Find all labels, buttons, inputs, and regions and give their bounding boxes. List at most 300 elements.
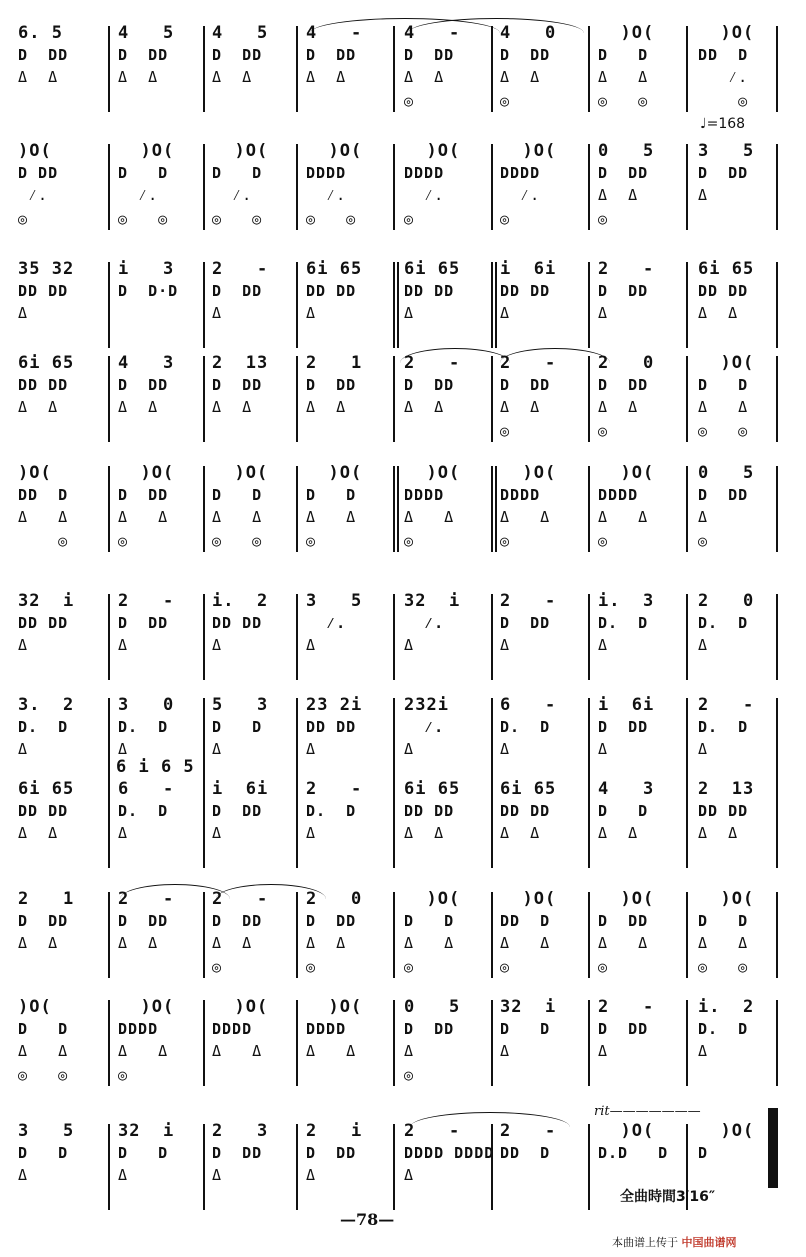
row-hits	[0, 800, 806, 822]
measure-hits: DDDD	[306, 164, 347, 182]
measure-hits: D D	[306, 486, 357, 504]
measure-accents: Δ Δ	[212, 68, 253, 86]
measure-accents: Δ	[212, 304, 223, 322]
measure-notes: )O(	[598, 1121, 655, 1141]
measure-accents: Δ Δ	[404, 68, 445, 86]
row-rolls	[0, 658, 806, 680]
measure-notes: )O(	[698, 353, 755, 373]
measure-rolls: ◎	[698, 532, 709, 550]
measure-accents: ⁄.	[18, 186, 49, 204]
score-system	[0, 757, 806, 888]
measure-accents: Δ	[306, 636, 317, 654]
measure-accents: Δ	[404, 636, 415, 654]
measure-hits: D.D D	[598, 1144, 669, 1162]
measure-notes: i 3	[118, 259, 175, 279]
score-system	[0, 590, 806, 700]
measure-accents: Δ Δ	[306, 508, 357, 526]
measure-hits: D DD	[500, 46, 551, 64]
measure-hits: D DD	[118, 486, 169, 504]
measure-accents: Δ Δ	[212, 398, 253, 416]
measure-notes: )O(	[212, 997, 269, 1017]
measure-notes: 2 -	[118, 889, 175, 909]
footer-text: 本曲谱上传于	[612, 1236, 678, 1249]
row-accents	[0, 396, 806, 418]
row-rolls	[0, 530, 806, 552]
measure-rolls: ◎ ◎	[212, 532, 263, 550]
measure-accents: Δ Δ	[598, 68, 649, 86]
measure-hits: DDDD	[212, 1020, 253, 1038]
measure-notes: 2 3	[212, 1121, 269, 1141]
measure-hits: D D	[698, 912, 749, 930]
measure-notes: i. 2	[698, 997, 755, 1017]
measure-accents: Δ Δ	[212, 934, 253, 952]
measure-hits: D DD	[306, 912, 357, 930]
measure-notes: 6 -	[118, 779, 175, 799]
measure-hits: DD DD	[306, 718, 357, 736]
measure-hits: D DD	[306, 46, 357, 64]
measure-notes: 4 0	[500, 23, 557, 43]
measure-notes: )O(	[212, 141, 269, 161]
measure-rolls: ◎	[404, 210, 415, 228]
measure-accents: Δ	[306, 304, 317, 322]
measure-accents: Δ	[500, 636, 511, 654]
measure-rolls: ◎	[500, 422, 511, 440]
measure-hits: D D	[18, 1144, 69, 1162]
measure-notes: 6. 5	[18, 23, 63, 43]
measure-notes: 2 0	[306, 889, 363, 909]
measure-hits: DDDD	[118, 1020, 159, 1038]
row-notes	[0, 258, 806, 280]
measure-accents: Δ	[404, 304, 415, 322]
measure-hits: D DD	[212, 282, 263, 300]
measure-rolls: ◎	[598, 210, 609, 228]
measure-accents: Δ	[598, 1042, 609, 1060]
measure-hits: DD DD	[306, 282, 357, 300]
measure-notes: )O(	[306, 997, 363, 1017]
measure-notes: 6i 65	[500, 779, 557, 799]
measure-hits: D D	[598, 46, 649, 64]
ritardando-marking: rit———————	[594, 1104, 701, 1119]
measure-accents: Δ	[18, 1166, 29, 1184]
row-hits	[0, 484, 806, 506]
measure-hits: D D	[118, 164, 169, 182]
measure-hits: DD D	[18, 486, 69, 504]
measure-accents: Δ	[698, 636, 709, 654]
measure-accents: Δ	[306, 740, 317, 758]
measure-accents: Δ Δ	[698, 304, 739, 322]
measure-hits: D DD	[18, 46, 69, 64]
measure-accents: Δ Δ	[698, 398, 749, 416]
measure-hits: DD DD	[698, 282, 749, 300]
measure-accents: Δ Δ	[118, 934, 159, 952]
measure-notes: )O(	[500, 889, 557, 909]
measure-accents: Δ Δ	[18, 508, 69, 526]
measure-hits: D. D	[118, 718, 169, 736]
measure-hits: D. D	[306, 802, 357, 820]
measure-hits: D D	[212, 718, 263, 736]
measure-accents: Δ Δ	[598, 508, 649, 526]
row-hits	[0, 374, 806, 396]
row-notes	[0, 778, 806, 800]
measure-notes: 2 1	[18, 889, 75, 909]
measure-rolls: ◎	[404, 532, 415, 550]
measure-hits: DD D	[500, 912, 551, 930]
row-accents	[0, 302, 806, 324]
measure-accents: Δ	[698, 1042, 709, 1060]
measure-notes: 2 -	[698, 695, 755, 715]
measure-hits: D D	[500, 1020, 551, 1038]
measure-accents: Δ	[306, 824, 317, 842]
row-hits	[0, 910, 806, 932]
measure-hits: DD DD	[404, 282, 455, 300]
measure-accents: Δ	[118, 636, 129, 654]
measure-notes: 23 2i	[306, 695, 363, 715]
row-notes	[0, 462, 806, 484]
measure-accents: ⁄.	[212, 186, 253, 204]
measure-notes: 2 -	[500, 353, 557, 373]
measure-hits: D DD	[118, 376, 169, 394]
measure-hits: D DD	[212, 46, 263, 64]
measure-hits: D DD	[598, 912, 649, 930]
measure-hits: DDDD	[306, 1020, 347, 1038]
measure-rolls: ◎ ◎	[212, 210, 263, 228]
footer-site-logo: 中国曲谱网	[681, 1236, 737, 1249]
measure-accents: Δ	[18, 636, 29, 654]
measure-notes: )O(	[18, 463, 52, 483]
tempo-marking: ♩=168	[700, 116, 746, 132]
measure-accents: Δ Δ	[404, 824, 445, 842]
measure-notes: 4 -	[306, 23, 363, 43]
row-rolls	[0, 1064, 806, 1086]
final-barline	[768, 1108, 778, 1188]
measure-rolls: ◎ ◎	[598, 92, 649, 110]
measure-accents: Δ	[598, 740, 609, 758]
measure-notes: 2 -	[404, 353, 461, 373]
measure-hits: D DD	[118, 46, 169, 64]
measure-hits: D	[698, 1144, 709, 1162]
measure-notes: )O(	[404, 889, 461, 909]
row-notes	[0, 140, 806, 162]
measure-accents: Δ Δ	[18, 398, 59, 416]
measure-hits: D DD	[598, 718, 649, 736]
measure-notes: 5 3	[212, 695, 269, 715]
measure-accents: ⁄.	[404, 186, 445, 204]
measure-notes: 6i 65	[18, 353, 75, 373]
measure-hits: DDDD	[500, 486, 541, 504]
measure-hits: DDDD	[404, 486, 445, 504]
measure-rolls: ◎	[118, 1066, 129, 1084]
measure-rolls: ◎	[598, 422, 609, 440]
measure-hits: D DD	[118, 614, 169, 632]
row-notes	[0, 1120, 806, 1142]
measure-accents: Δ Δ	[306, 68, 347, 86]
measure-notes: 2 -	[306, 779, 363, 799]
measure-accents: Δ Δ	[500, 508, 551, 526]
measure-hits: D DD	[500, 376, 551, 394]
measure-notes: 2 13	[212, 353, 269, 373]
measure-accents: Δ Δ	[404, 934, 455, 952]
measure-hits: DD DD	[212, 614, 263, 632]
measure-rolls: ◎ ◎	[18, 1066, 69, 1084]
measure-accents: Δ	[404, 1166, 415, 1184]
row-notes	[0, 590, 806, 612]
measure-hits: D D	[118, 1144, 169, 1162]
measure-notes: 32 i	[500, 997, 557, 1017]
row-rolls	[0, 956, 806, 978]
row-hits	[0, 44, 806, 66]
measure-notes: 6i 65	[404, 779, 461, 799]
measure-hits: D DD	[404, 46, 455, 64]
measure-hits: DD DD	[18, 614, 69, 632]
measure-notes: 0 5	[598, 141, 655, 161]
measure-notes: )O(	[306, 463, 363, 483]
measure-notes: )O(	[500, 141, 557, 161]
measure-notes: 2 -	[212, 889, 269, 909]
measure-accents: Δ	[18, 740, 29, 758]
measure-notes: 2 0	[698, 591, 755, 611]
measure-accents: Δ	[18, 304, 29, 322]
measure-notes: 6i 65	[18, 779, 75, 799]
measure-hits: DD DD	[18, 802, 69, 820]
measure-accents: Δ Δ	[18, 68, 59, 86]
row-hits	[0, 1142, 806, 1164]
measure-notes: 2 i	[306, 1121, 363, 1141]
measure-hits: D DD	[306, 376, 357, 394]
measure-accents: Δ Δ	[598, 934, 649, 952]
measure-accents: Δ	[500, 740, 511, 758]
measure-accents: Δ	[500, 304, 511, 322]
measure-hits: D D	[212, 164, 263, 182]
measure-hits: DD DD	[18, 376, 69, 394]
measure-notes: 6 -	[500, 695, 557, 715]
measure-notes: 2 1	[306, 353, 363, 373]
measure-hits: DD DD	[18, 282, 69, 300]
measure-notes: 4 5	[212, 23, 269, 43]
measure-rolls: ◎	[18, 532, 69, 550]
measure-accents: Δ Δ	[598, 398, 639, 416]
measure-hits: D. D	[698, 718, 749, 736]
measure-rolls: ◎	[306, 532, 317, 550]
measure-rolls: ◎ ◎	[698, 422, 749, 440]
measure-hits: D DD	[698, 486, 749, 504]
measure-hits: DDDD DDDD	[404, 1144, 495, 1162]
measure-accents: Δ Δ	[500, 824, 541, 842]
measure-hits: D. D	[500, 718, 551, 736]
measure-notes: )O(	[18, 997, 52, 1017]
score-system	[0, 888, 806, 998]
measure-notes: )O(	[500, 463, 557, 483]
measure-rolls: ◎	[404, 958, 415, 976]
measure-hits: ⁄.	[404, 718, 445, 736]
measure-accents: Δ	[212, 636, 223, 654]
measure-notes: 3 0	[118, 695, 175, 715]
row-rolls	[0, 846, 806, 868]
measure-accents: Δ Δ	[500, 934, 551, 952]
row-hits	[0, 716, 806, 738]
measure-hits: D DD	[306, 1144, 357, 1162]
measure-notes: )O(	[404, 141, 461, 161]
measure-hits: D D	[698, 376, 749, 394]
measure-hits: D DD	[404, 376, 455, 394]
measure-notes: 4 -	[404, 23, 461, 43]
measure-notes: 0 5	[698, 463, 755, 483]
measure-notes: 2 0	[598, 353, 655, 373]
slur	[410, 1112, 570, 1127]
measure-hits: D. D	[18, 718, 69, 736]
measure-rolls: ◎	[500, 532, 511, 550]
measure-notes: )O(	[118, 141, 175, 161]
score-system	[0, 22, 806, 132]
measure-accents: Δ	[118, 740, 129, 758]
measure-notes: 3 5	[18, 1121, 75, 1141]
measure-notes: 2 -	[500, 591, 557, 611]
row-notes	[0, 694, 806, 716]
row-accents	[0, 66, 806, 88]
measure-hits: DD DD	[404, 802, 455, 820]
measure-hits: D. D	[698, 614, 749, 632]
measure-notes: 3. 2	[18, 695, 75, 715]
measure-hits: D D	[404, 912, 455, 930]
row-accents	[0, 634, 806, 656]
measure-hits: D DD	[212, 912, 263, 930]
measure-hits: D DD	[598, 282, 649, 300]
measure-notes: )O(	[698, 23, 755, 43]
measure-notes: 35 32	[18, 259, 75, 279]
measure-accents: Δ Δ	[698, 824, 739, 842]
measure-accents: Δ Δ	[118, 508, 169, 526]
measure-notes: )O(	[118, 463, 175, 483]
measure-accents: Δ	[118, 824, 129, 842]
measure-accents: Δ Δ	[698, 934, 749, 952]
total-duration: 全曲時間3′16″	[620, 1189, 716, 1205]
measure-notes: 2 13	[698, 779, 755, 799]
measure-hits: D D·D	[118, 282, 179, 300]
measure-notes: 2 -	[212, 259, 269, 279]
measure-hits: D DD	[212, 802, 263, 820]
measure-hits: DD DD	[698, 802, 749, 820]
measure-hits: D DD	[598, 164, 649, 182]
row-rolls	[0, 420, 806, 442]
measure-accents: Δ	[698, 740, 709, 758]
measure-notes: )O(	[212, 463, 269, 483]
measure-accents: Δ Δ	[306, 934, 347, 952]
score-system	[0, 352, 806, 462]
measure-rolls: ◎ ◎	[118, 210, 169, 228]
measure-hits: D DD	[118, 912, 169, 930]
measure-accents: Δ	[212, 1166, 223, 1184]
measure-accents: Δ Δ	[404, 508, 455, 526]
row-hits	[0, 612, 806, 634]
measure-notes: 2 -	[404, 1121, 461, 1141]
measure-hits: D DD	[212, 1144, 263, 1162]
measure-hits: D DD	[404, 1020, 455, 1038]
measure-hits: DDDD	[404, 164, 445, 182]
measure-notes: 6i 65	[698, 259, 755, 279]
measure-rolls: ◎	[118, 532, 129, 550]
measure-accents: Δ Δ	[212, 508, 263, 526]
measure-notes: i 6i	[598, 695, 655, 715]
measure-notes: 2 -	[598, 997, 655, 1017]
measure-notes: )O(	[598, 23, 655, 43]
score-system	[0, 462, 806, 572]
measure-notes: i. 2	[212, 591, 269, 611]
measure-rolls: ◎	[404, 1066, 415, 1084]
measure-notes: i 6i	[212, 779, 269, 799]
measure-rolls: ◎	[18, 210, 29, 228]
row-rolls	[0, 326, 806, 348]
measure-rolls: ◎	[306, 958, 317, 976]
measure-rolls: ◎	[598, 958, 609, 976]
measure-hits: DDDD	[598, 486, 639, 504]
measure-hits: D DD	[598, 1020, 649, 1038]
measure-hits: D DD	[698, 164, 749, 182]
row-hits	[0, 280, 806, 302]
measure-accents: Δ	[212, 824, 223, 842]
score-system	[0, 996, 806, 1106]
measure-accents: Δ Δ	[212, 1042, 263, 1060]
measure-hits: D DD	[212, 376, 263, 394]
measure-rolls: ◎	[212, 958, 223, 976]
cue-notes: 6 i 6 5	[116, 757, 195, 777]
measure-notes: 4 3	[118, 353, 175, 373]
measure-notes: 2 -	[118, 591, 175, 611]
measure-hits: D D	[212, 486, 263, 504]
measure-rolls: ◎	[500, 958, 511, 976]
measure-notes: )O(	[306, 141, 363, 161]
measure-rolls: ◎	[500, 92, 511, 110]
measure-accents: Δ	[212, 740, 223, 758]
measure-notes: 2 -	[500, 1121, 557, 1141]
measure-accents: Δ	[500, 1042, 511, 1060]
measure-hits: D D	[598, 802, 649, 820]
measure-notes: 32 i	[18, 591, 75, 611]
measure-hits: DD D	[500, 1144, 551, 1162]
measure-notes: 4 3	[598, 779, 655, 799]
measure-accents: Δ Δ	[598, 186, 639, 204]
measure-hits: ⁄.	[404, 614, 445, 632]
measure-accents: ⁄.	[698, 68, 749, 86]
measure-accents: Δ	[698, 186, 709, 204]
measure-rolls: ◎ ◎	[306, 210, 357, 228]
measure-notes: )O(	[118, 997, 175, 1017]
measure-rolls: ◎	[698, 92, 749, 110]
measure-notes: )O(	[18, 141, 52, 161]
measure-accents: Δ Δ	[118, 68, 159, 86]
measure-hits: DD D	[698, 46, 749, 64]
measure-hits: D. D	[698, 1020, 749, 1038]
measure-accents: Δ	[306, 1166, 317, 1184]
measure-rolls: ◎	[598, 532, 609, 550]
measure-notes: 232i	[404, 695, 449, 715]
measure-notes: )O(	[404, 463, 461, 483]
measure-notes: 0 5	[404, 997, 461, 1017]
measure-hits: D D	[18, 1020, 69, 1038]
row-hits	[0, 162, 806, 184]
measure-rolls: ◎	[404, 92, 415, 110]
measure-notes: )O(	[698, 889, 755, 909]
measure-hits: DD DD	[500, 282, 551, 300]
measure-hits: D DD	[500, 614, 551, 632]
measure-accents: Δ	[598, 304, 609, 322]
row-notes	[0, 996, 806, 1018]
measure-accents: Δ Δ	[118, 398, 159, 416]
row-rolls	[0, 208, 806, 230]
footer-credit	[612, 1234, 737, 1250]
measure-accents: ⁄.	[500, 186, 541, 204]
row-accents	[0, 1040, 806, 1062]
measure-accents: Δ Δ	[306, 398, 347, 416]
measure-hits: D. D	[598, 614, 649, 632]
